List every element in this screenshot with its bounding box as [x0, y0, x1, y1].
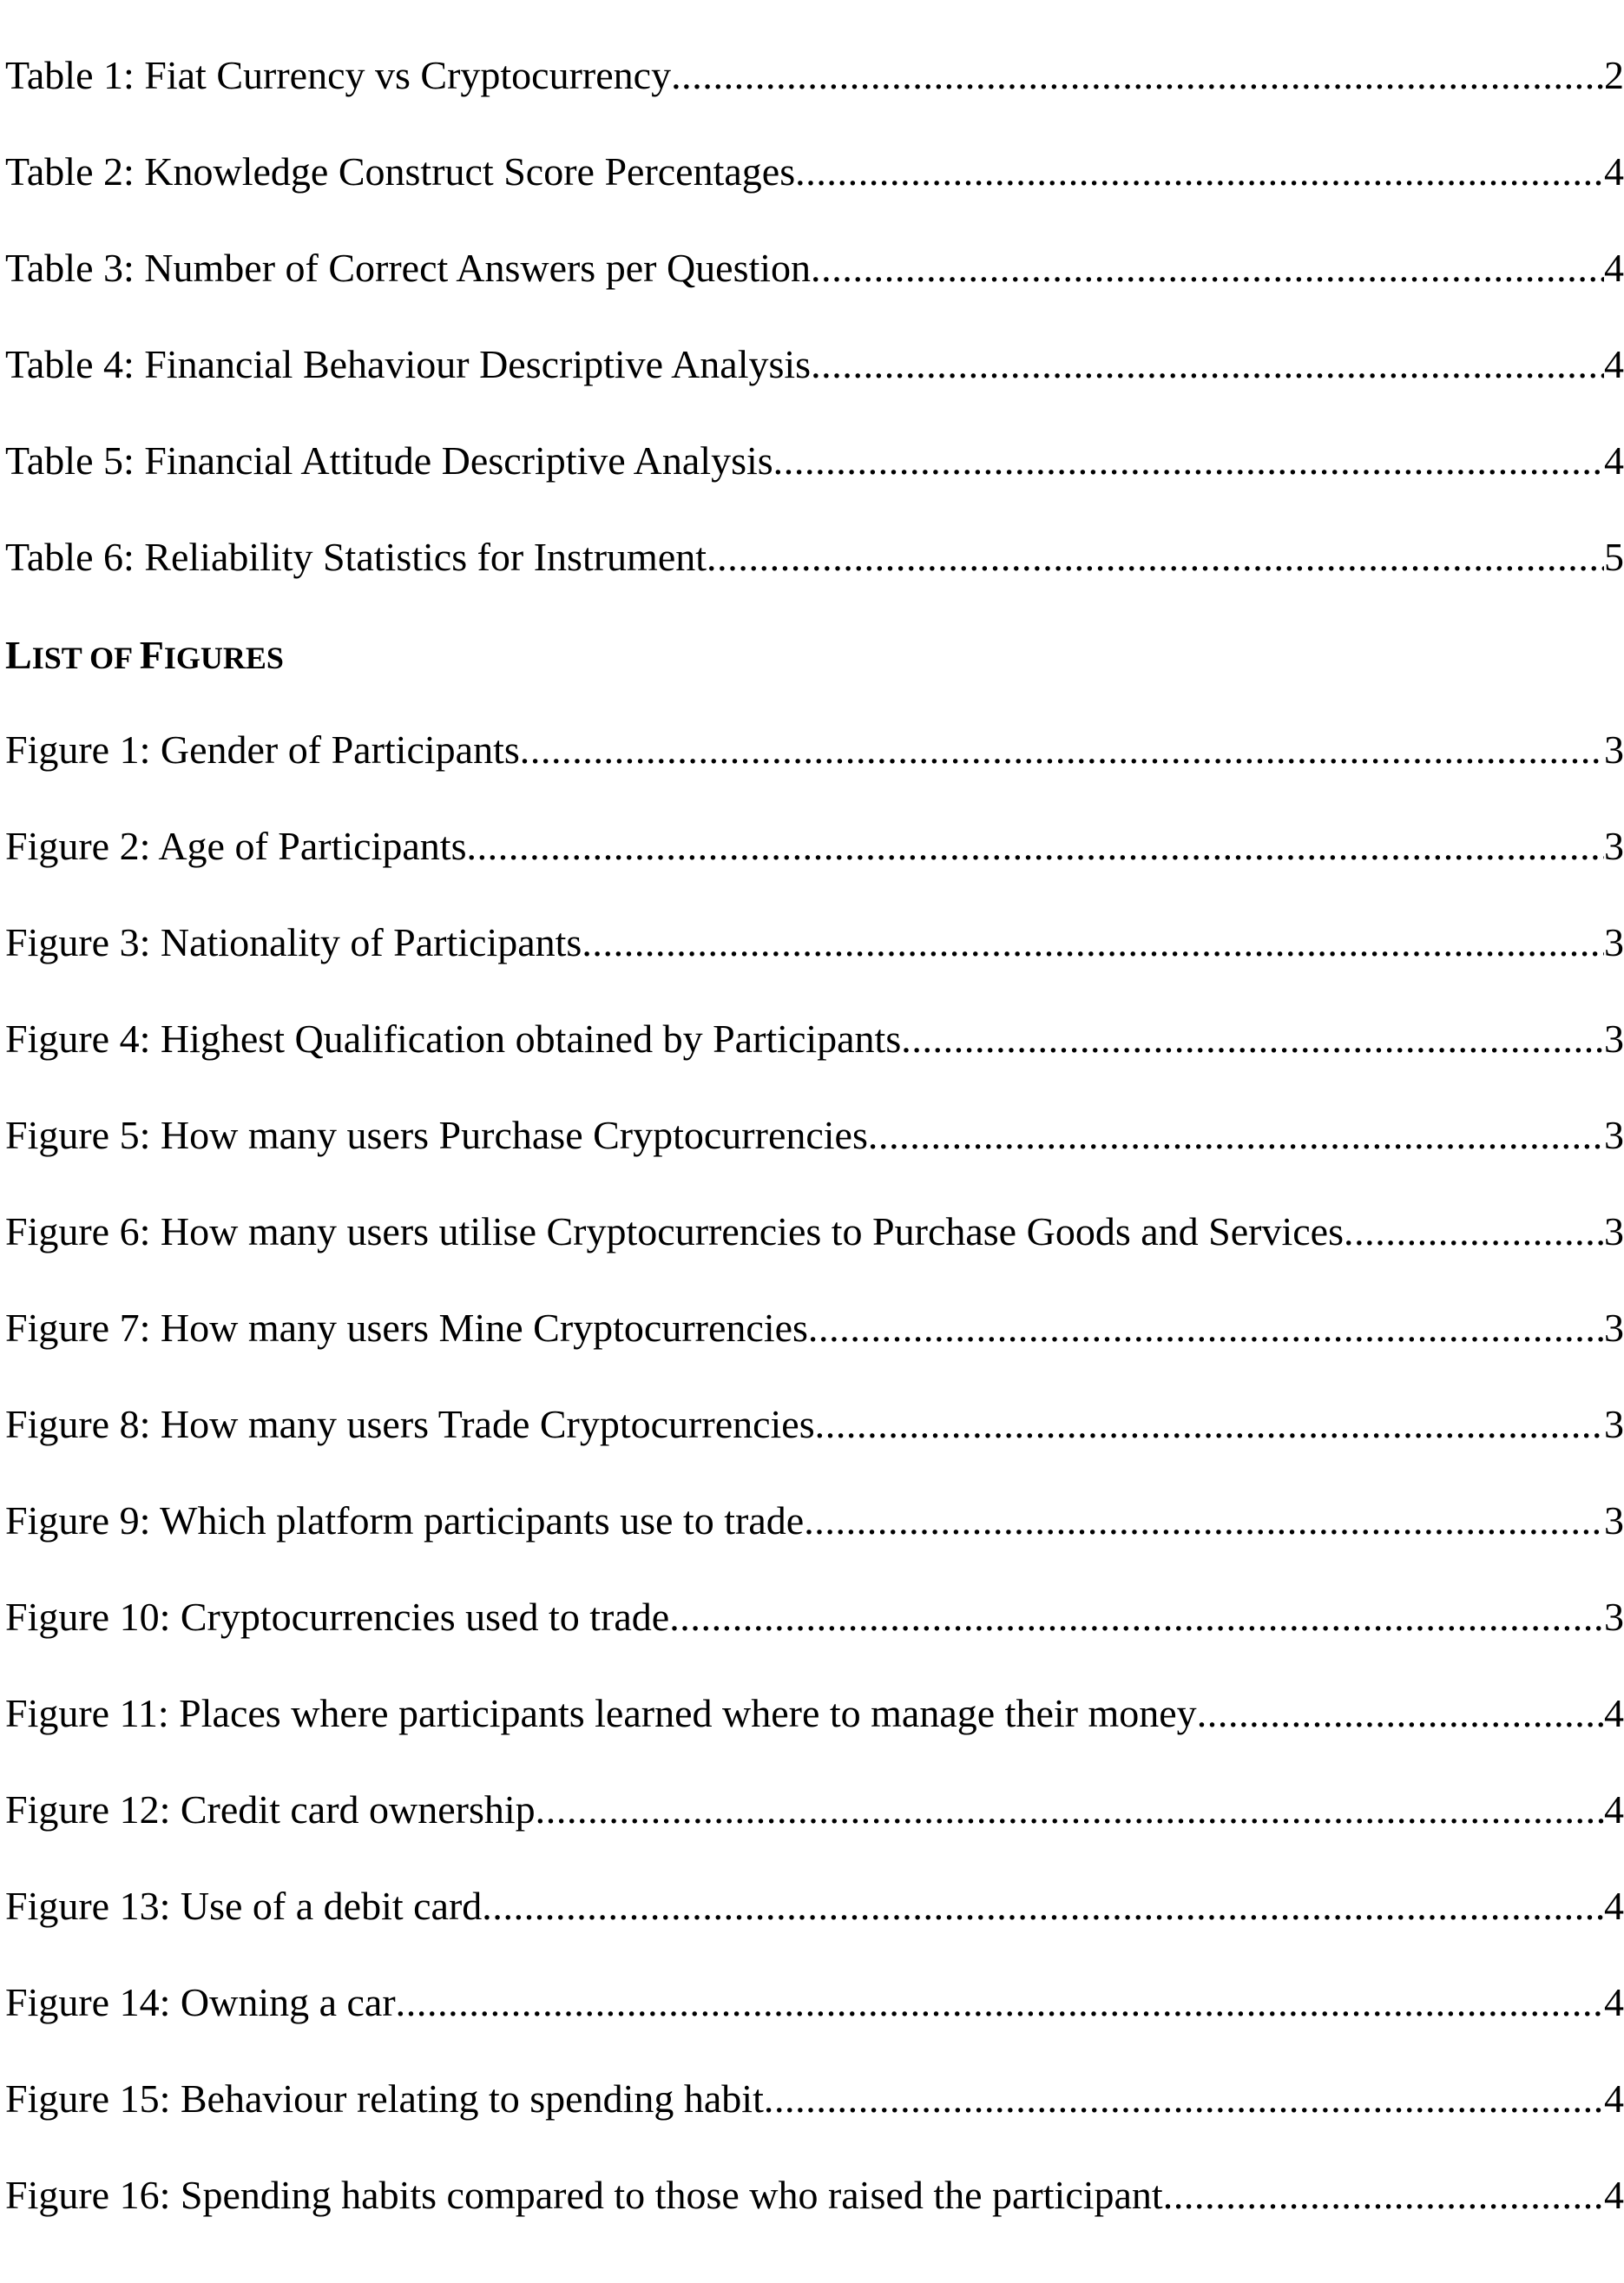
table-entry-4[interactable]: [5, 339, 1624, 391]
figure-entry-2[interactable]: [5, 820, 1624, 872]
figure-entry-label: Figure 3: Nationality of Participants: [5, 920, 582, 964]
figure-entry-label: Figure 15: Behaviour relating to spending habit: [5, 2076, 764, 2121]
figure-entry-label: Figure 4: Highest Qualification obtained by Participants: [5, 1016, 902, 1061]
dot-leader: [764, 2073, 1604, 2125]
dot-leader: [582, 917, 1604, 969]
figure-entry-label: Figure 7: How many users Mine Cryptocurrencies: [5, 1306, 808, 1350]
dot-leader: [804, 1495, 1604, 1547]
table-entry-page: 4: [1604, 438, 1624, 483]
dot-leader: [466, 820, 1604, 872]
figure-entry-label: Figure 9: Which platform participants use to trade: [5, 1498, 805, 1543]
table-entry-page: 2: [1604, 53, 1624, 97]
figure-entry-label: Figure 2: Age of Participants: [5, 824, 467, 868]
figure-entry-label: Figure 13: Use of a debit card: [5, 1884, 483, 1928]
table-entry-page: 4: [1604, 149, 1624, 194]
figure-entry-16[interactable]: [5, 2169, 1624, 2221]
table-entry-6[interactable]: [5, 531, 1624, 583]
figure-entry-3[interactable]: [5, 917, 1624, 969]
dot-leader: [868, 1109, 1604, 1161]
figure-entry-14[interactable]: [5, 1977, 1624, 2029]
figure-entry-page: 3: [1604, 824, 1624, 868]
figure-entry-11[interactable]: [5, 1688, 1624, 1740]
table-entry-2[interactable]: [5, 146, 1624, 198]
dot-leader: [811, 242, 1604, 294]
figure-entry-page: 4: [1604, 2173, 1624, 2217]
table-entry-3[interactable]: [5, 242, 1624, 294]
table-entry-label: Table 5: Financial Attitude Descriptive Analysis: [5, 438, 773, 483]
figure-entry-9[interactable]: [5, 1495, 1624, 1547]
figure-entry-page: 4: [1604, 1691, 1624, 1735]
figure-entry-page: 3: [1604, 1402, 1624, 1446]
table-entry-page: 4: [1604, 342, 1624, 386]
dot-leader: [482, 1880, 1604, 1932]
dot-leader: [808, 1302, 1604, 1354]
figure-entry-label: Figure 5: How many users Purchase Cryptocurrencies: [5, 1113, 868, 1157]
figure-entry-page: 3: [1604, 1306, 1624, 1350]
figure-entry-7[interactable]: [5, 1302, 1624, 1354]
dot-leader: [1163, 2169, 1604, 2221]
table-entry-5[interactable]: [5, 435, 1624, 487]
dot-leader: [1344, 1206, 1604, 1258]
figure-entry-label: Figure 14: Owning a car: [5, 1980, 396, 2024]
figure-entry-12[interactable]: [5, 1784, 1624, 1836]
figure-entry-4[interactable]: [5, 1013, 1624, 1065]
figure-entry-8[interactable]: [5, 1398, 1624, 1451]
table-entry-label: Table 4: Financial Behaviour Descriptive Analysis: [5, 342, 812, 386]
figure-entry-page: 3: [1604, 1498, 1624, 1543]
list-of-figures-heading: LIST OF FIGURES: [5, 633, 284, 677]
figure-entry-page: 3: [1604, 1016, 1624, 1061]
table-entry-page: 4: [1604, 246, 1624, 290]
dot-leader: [815, 1398, 1604, 1451]
table-entry-page: 5: [1604, 535, 1624, 579]
table-entry-label: Table 6: Reliability Statistics for Instrument: [5, 535, 707, 579]
dot-leader: [396, 1977, 1604, 2029]
figure-entry-5[interactable]: [5, 1109, 1624, 1161]
figure-entry-page: 3: [1604, 1209, 1624, 1253]
figure-entry-label: Figure 12: Credit card ownership: [5, 1787, 536, 1832]
dot-leader: [536, 1784, 1604, 1836]
figure-entry-page: 3: [1604, 727, 1624, 772]
dot-leader: [811, 339, 1604, 391]
figure-entry-page: 3: [1604, 920, 1624, 964]
figure-entry-label: Figure 16: Spending habits compared to those who raised the participant: [5, 2173, 1163, 2217]
figure-entry-page: 4: [1604, 1787, 1624, 1832]
dot-leader: [671, 49, 1604, 102]
dot-leader: [773, 435, 1604, 487]
dot-leader: [707, 531, 1604, 583]
table-entry-1[interactable]: [5, 49, 1624, 102]
dot-leader: [1197, 1688, 1604, 1740]
figure-entry-page: 3: [1604, 1113, 1624, 1157]
figure-entry-label: Figure 6: How many users utilise Cryptocurrencies to Purchase Goods and Services: [5, 1209, 1344, 1253]
figure-entry-13[interactable]: [5, 1880, 1624, 1932]
figure-entry-label: Figure 8: How many users Trade Cryptocurrencies: [5, 1402, 815, 1446]
figure-entry-1[interactable]: [5, 724, 1624, 776]
figure-entry-label: Figure 10: Cryptocurrencies used to trade: [5, 1595, 670, 1639]
figure-entry-6[interactable]: [5, 1206, 1624, 1258]
figure-entry-page: 4: [1604, 2076, 1624, 2121]
figure-entry-page: 4: [1604, 1980, 1624, 2024]
figure-entry-10[interactable]: [5, 1591, 1624, 1643]
figure-entry-page: 4: [1604, 1884, 1624, 1928]
dot-leader: [795, 146, 1604, 198]
figure-entry-label: Figure 1: Gender of Participants: [5, 727, 520, 772]
table-entry-label: Table 3: Number of Correct Answers per Question: [5, 246, 812, 290]
dot-leader: [669, 1591, 1604, 1643]
dot-leader: [520, 724, 1604, 776]
dot-leader: [901, 1013, 1604, 1065]
figure-entry-label: Figure 11: Places where participants learned where to manage their money: [5, 1691, 1197, 1735]
table-entry-label: Table 2: Knowledge Construct Score Percentages: [5, 149, 796, 194]
figure-entry-15[interactable]: [5, 2073, 1624, 2125]
table-entry-label: Table 1: Fiat Currency vs Cryptocurrency: [5, 53, 672, 97]
figure-entry-page: 3: [1604, 1595, 1624, 1639]
